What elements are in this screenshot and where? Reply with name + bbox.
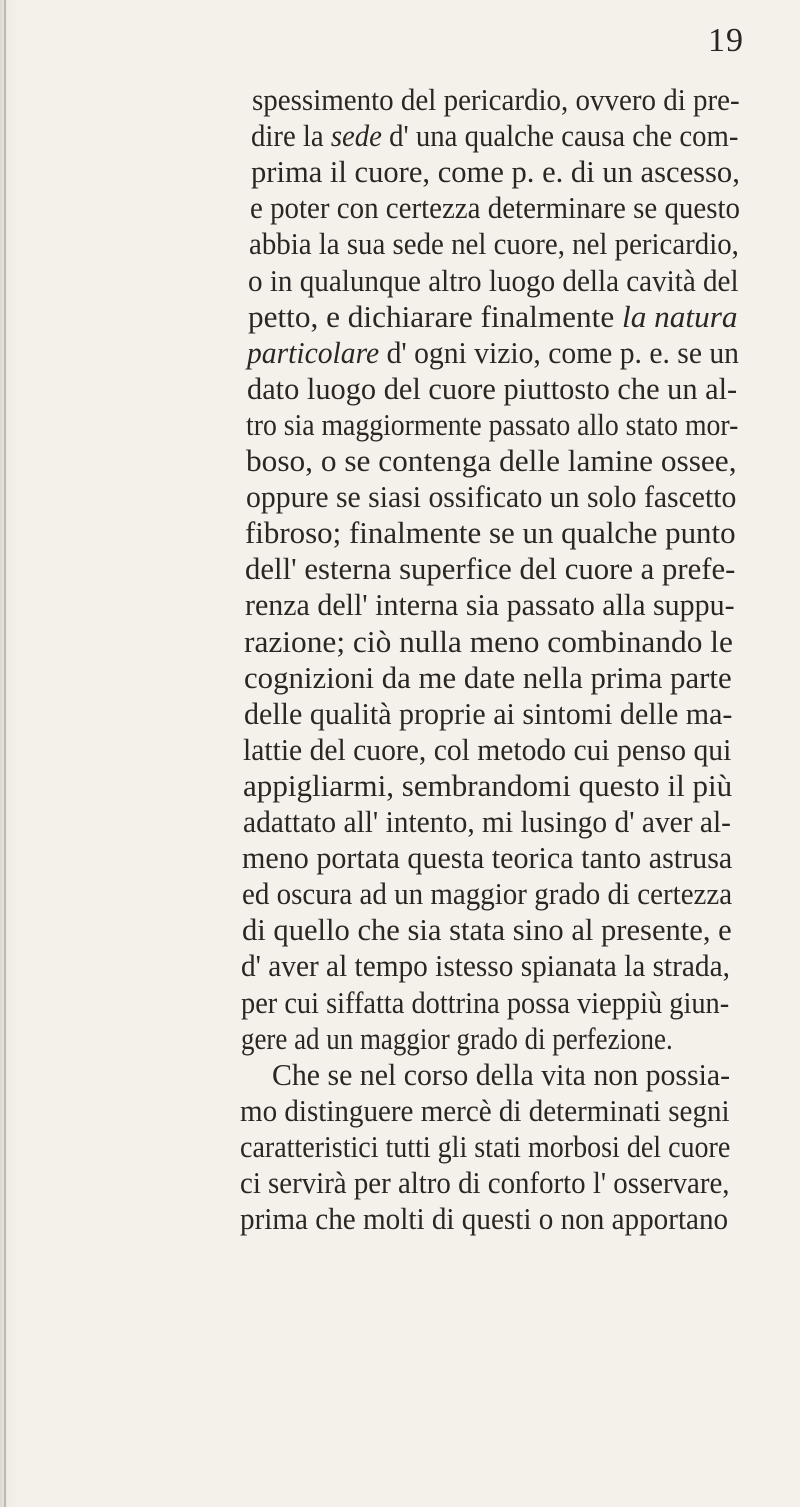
text-span: petto, e dichiarare finalmente (248, 298, 623, 334)
text-line (272, 1057, 730, 1097)
text-span: gere ad un maggior grado di perfezione. (241, 1020, 673, 1056)
text-line (241, 985, 729, 1025)
text-line (242, 876, 732, 916)
text-span: di quello che sia stata sino al presente, e (242, 912, 732, 948)
text-span: renza dell' interna sia passato alla suppu- (245, 587, 735, 623)
italic-phrase: particolare (247, 334, 380, 370)
text-span: meno portata questa teorica tanto astrusa (242, 840, 733, 876)
text-line (245, 515, 736, 555)
text-span: delle qualità proprie ai sintomi delle ma- (244, 695, 733, 731)
text-line (240, 1165, 730, 1205)
text-line (249, 226, 739, 266)
text-span: dell' esterna superfice del cuore a prefe- (245, 551, 736, 587)
text-span: prima il cuore, come p. e. di un ascesso, (251, 154, 740, 190)
text-line (246, 407, 738, 447)
text-span: oppure se siasi ossificato un solo fascetto (246, 479, 737, 515)
text-line (247, 335, 739, 375)
text-span: cognizioni da me date nella prima parte (244, 659, 732, 695)
text-line (250, 190, 740, 230)
text-line (242, 912, 732, 952)
text-span: tro sia maggiormente passato allo stato mor- (246, 406, 739, 442)
text-span: abbia la sua sede nel cuore, nel pericardio, (249, 226, 739, 262)
text-line (246, 443, 737, 483)
text-span: d' ogni vizio, come p. e. se un (379, 334, 739, 370)
text-span: prima che molti di questi o non apportano (240, 1201, 729, 1237)
text-line (245, 551, 735, 591)
text-span: boso, o se contenga delle lamine ossee, (246, 443, 737, 478)
text-line (244, 624, 733, 664)
text-span: o in qualunque altro luogo della cavità del (248, 262, 739, 298)
italic-phrase: la natura (622, 298, 738, 334)
text-span: ci servirà per altro di conforto l' osservare, (240, 1165, 730, 1200)
text-span: e poter con certezza determinare se questo (250, 190, 740, 226)
text-line (242, 840, 732, 880)
text-span: dire la (251, 118, 331, 154)
text-line (252, 82, 740, 122)
text-line (244, 660, 732, 700)
text-line (251, 118, 738, 158)
text-line (243, 804, 731, 844)
text-line (245, 587, 735, 627)
text-span: d' una qualche causa che com- (381, 118, 739, 154)
text-span: ed oscura ad un maggior grado di certezza (242, 876, 733, 912)
text-span: fibroso; finalmente se un qualche punto (245, 515, 736, 551)
italic-phrase: sede (330, 118, 382, 154)
text-span: mo distinguere mercè di determinati segni (240, 1092, 730, 1128)
text-span: spessimento del pericardio, ovvero di pre- (252, 82, 740, 117)
text-line (243, 768, 732, 808)
text-line (251, 154, 740, 194)
text-line (241, 948, 730, 988)
text-span: caratteristici tutti gli stati morbosi del cuore (240, 1128, 731, 1164)
text-span: Che se nel corso della vita non possia- (272, 1056, 731, 1092)
text-span: appigliarmi, sembrandomi questo il più (243, 767, 733, 803)
text-span: dato luogo del cuore piuttosto che un al- (247, 370, 738, 406)
text-line (248, 299, 738, 339)
text-span: lattie del cuore, col metodo cui penso qui (243, 731, 732, 767)
page-number: 19 (708, 22, 744, 59)
text-span: razione; ciò nulla meno combinando le (244, 623, 733, 659)
text-line (240, 1129, 730, 1169)
page-gutter-edge (4, 0, 6, 1507)
text-line (246, 479, 736, 519)
text-span: adattato all' intento, mi lusingo d' aver al- (243, 804, 731, 839)
text-line (248, 263, 739, 303)
text-line (247, 371, 737, 411)
text-line (240, 1093, 730, 1133)
text-span: per cui siffatta dottrina possa vieppiù giun- (241, 984, 730, 1020)
text-line (244, 696, 732, 736)
text-line (241, 1021, 673, 1061)
text-line (243, 732, 731, 772)
text-span: d' aver al tempo istesso spianata la strada, (241, 948, 730, 984)
text-line (240, 1201, 728, 1241)
